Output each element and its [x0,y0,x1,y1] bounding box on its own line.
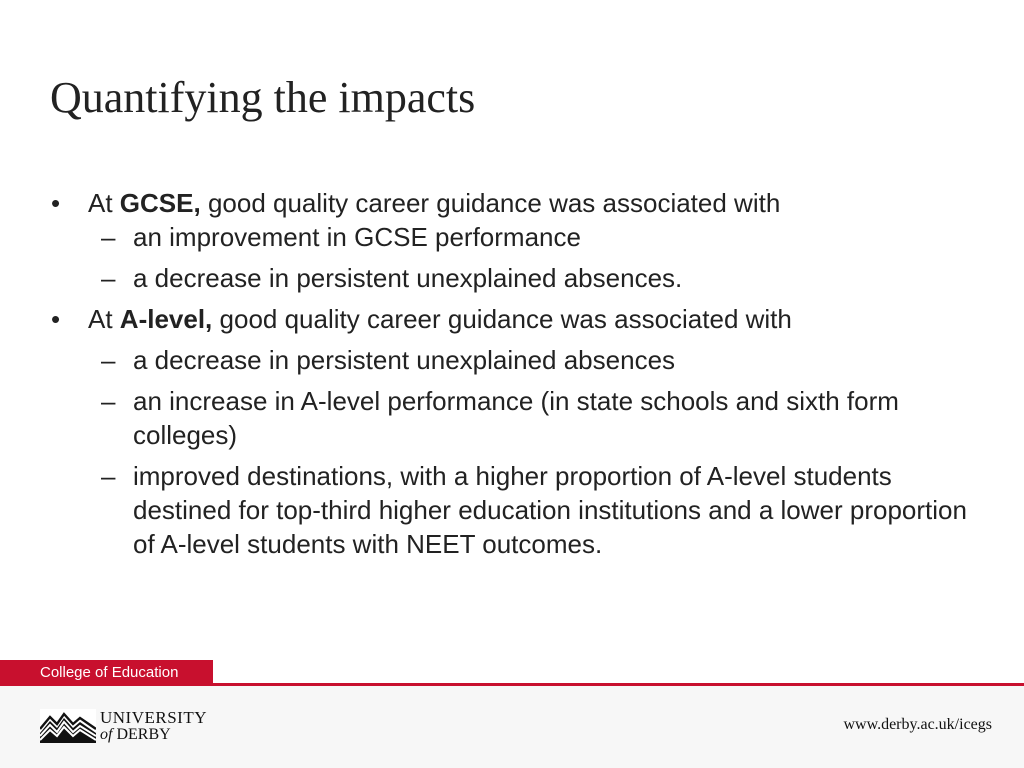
logo-university: UNIVERSITY [100,708,207,727]
university-logo [40,708,207,744]
bullet-emphasis: GCSE, [119,188,201,218]
sub-item [88,261,978,295]
bullet-prefix: At [88,304,120,334]
dash-marker: – [101,222,116,252]
sub-item-text: a decrease in persistent unexplained absences [133,345,676,375]
derby-mountains-icon [40,709,96,743]
bullet-item-a-level [48,302,978,336]
dash-marker: – [101,461,116,491]
sub-item-text: an increase in A-level performance (in state schools and sixth form colleges) [133,386,899,450]
logo-derby: DERBY [116,726,171,743]
bullet-text [88,302,978,336]
website-link[interactable]: www.derby.ac.uk/icegs [843,716,992,733]
bullet-item-gcse [48,186,978,220]
bullet-emphasis: A-level, [119,304,213,334]
bullet-rest: good quality career guidance was associated with [212,304,792,334]
sub-item-text: an improvement in GCSE performance [133,222,581,252]
sub-item [88,459,978,561]
dash-marker: – [101,263,116,293]
bullet-text [88,186,978,220]
logo-wordmark [100,709,207,743]
bullet-marker: • [51,304,61,334]
sub-item [88,343,978,377]
bullet-prefix: At [88,188,120,218]
dash-marker: – [101,386,116,416]
bullet-marker: • [51,188,61,218]
slide-title: Quantifying the impacts [50,73,476,122]
logo-of: of [100,726,113,743]
sub-item [88,384,978,452]
logo-of-derby [100,726,207,743]
bullet-rest: good quality career guidance was associated with [200,188,781,218]
bullet-list [48,186,978,568]
sub-item-text: improved destinations, with a higher proportion of A-level students destined for top-third higher education institutions and a lower proportion of A-level students with NEET outcomes. [133,461,967,559]
sub-item-text: a decrease in persistent unexplained absences. [133,263,683,293]
sub-item [88,220,978,254]
dash-marker: – [101,345,116,375]
department-label: College of Education [0,660,213,686]
